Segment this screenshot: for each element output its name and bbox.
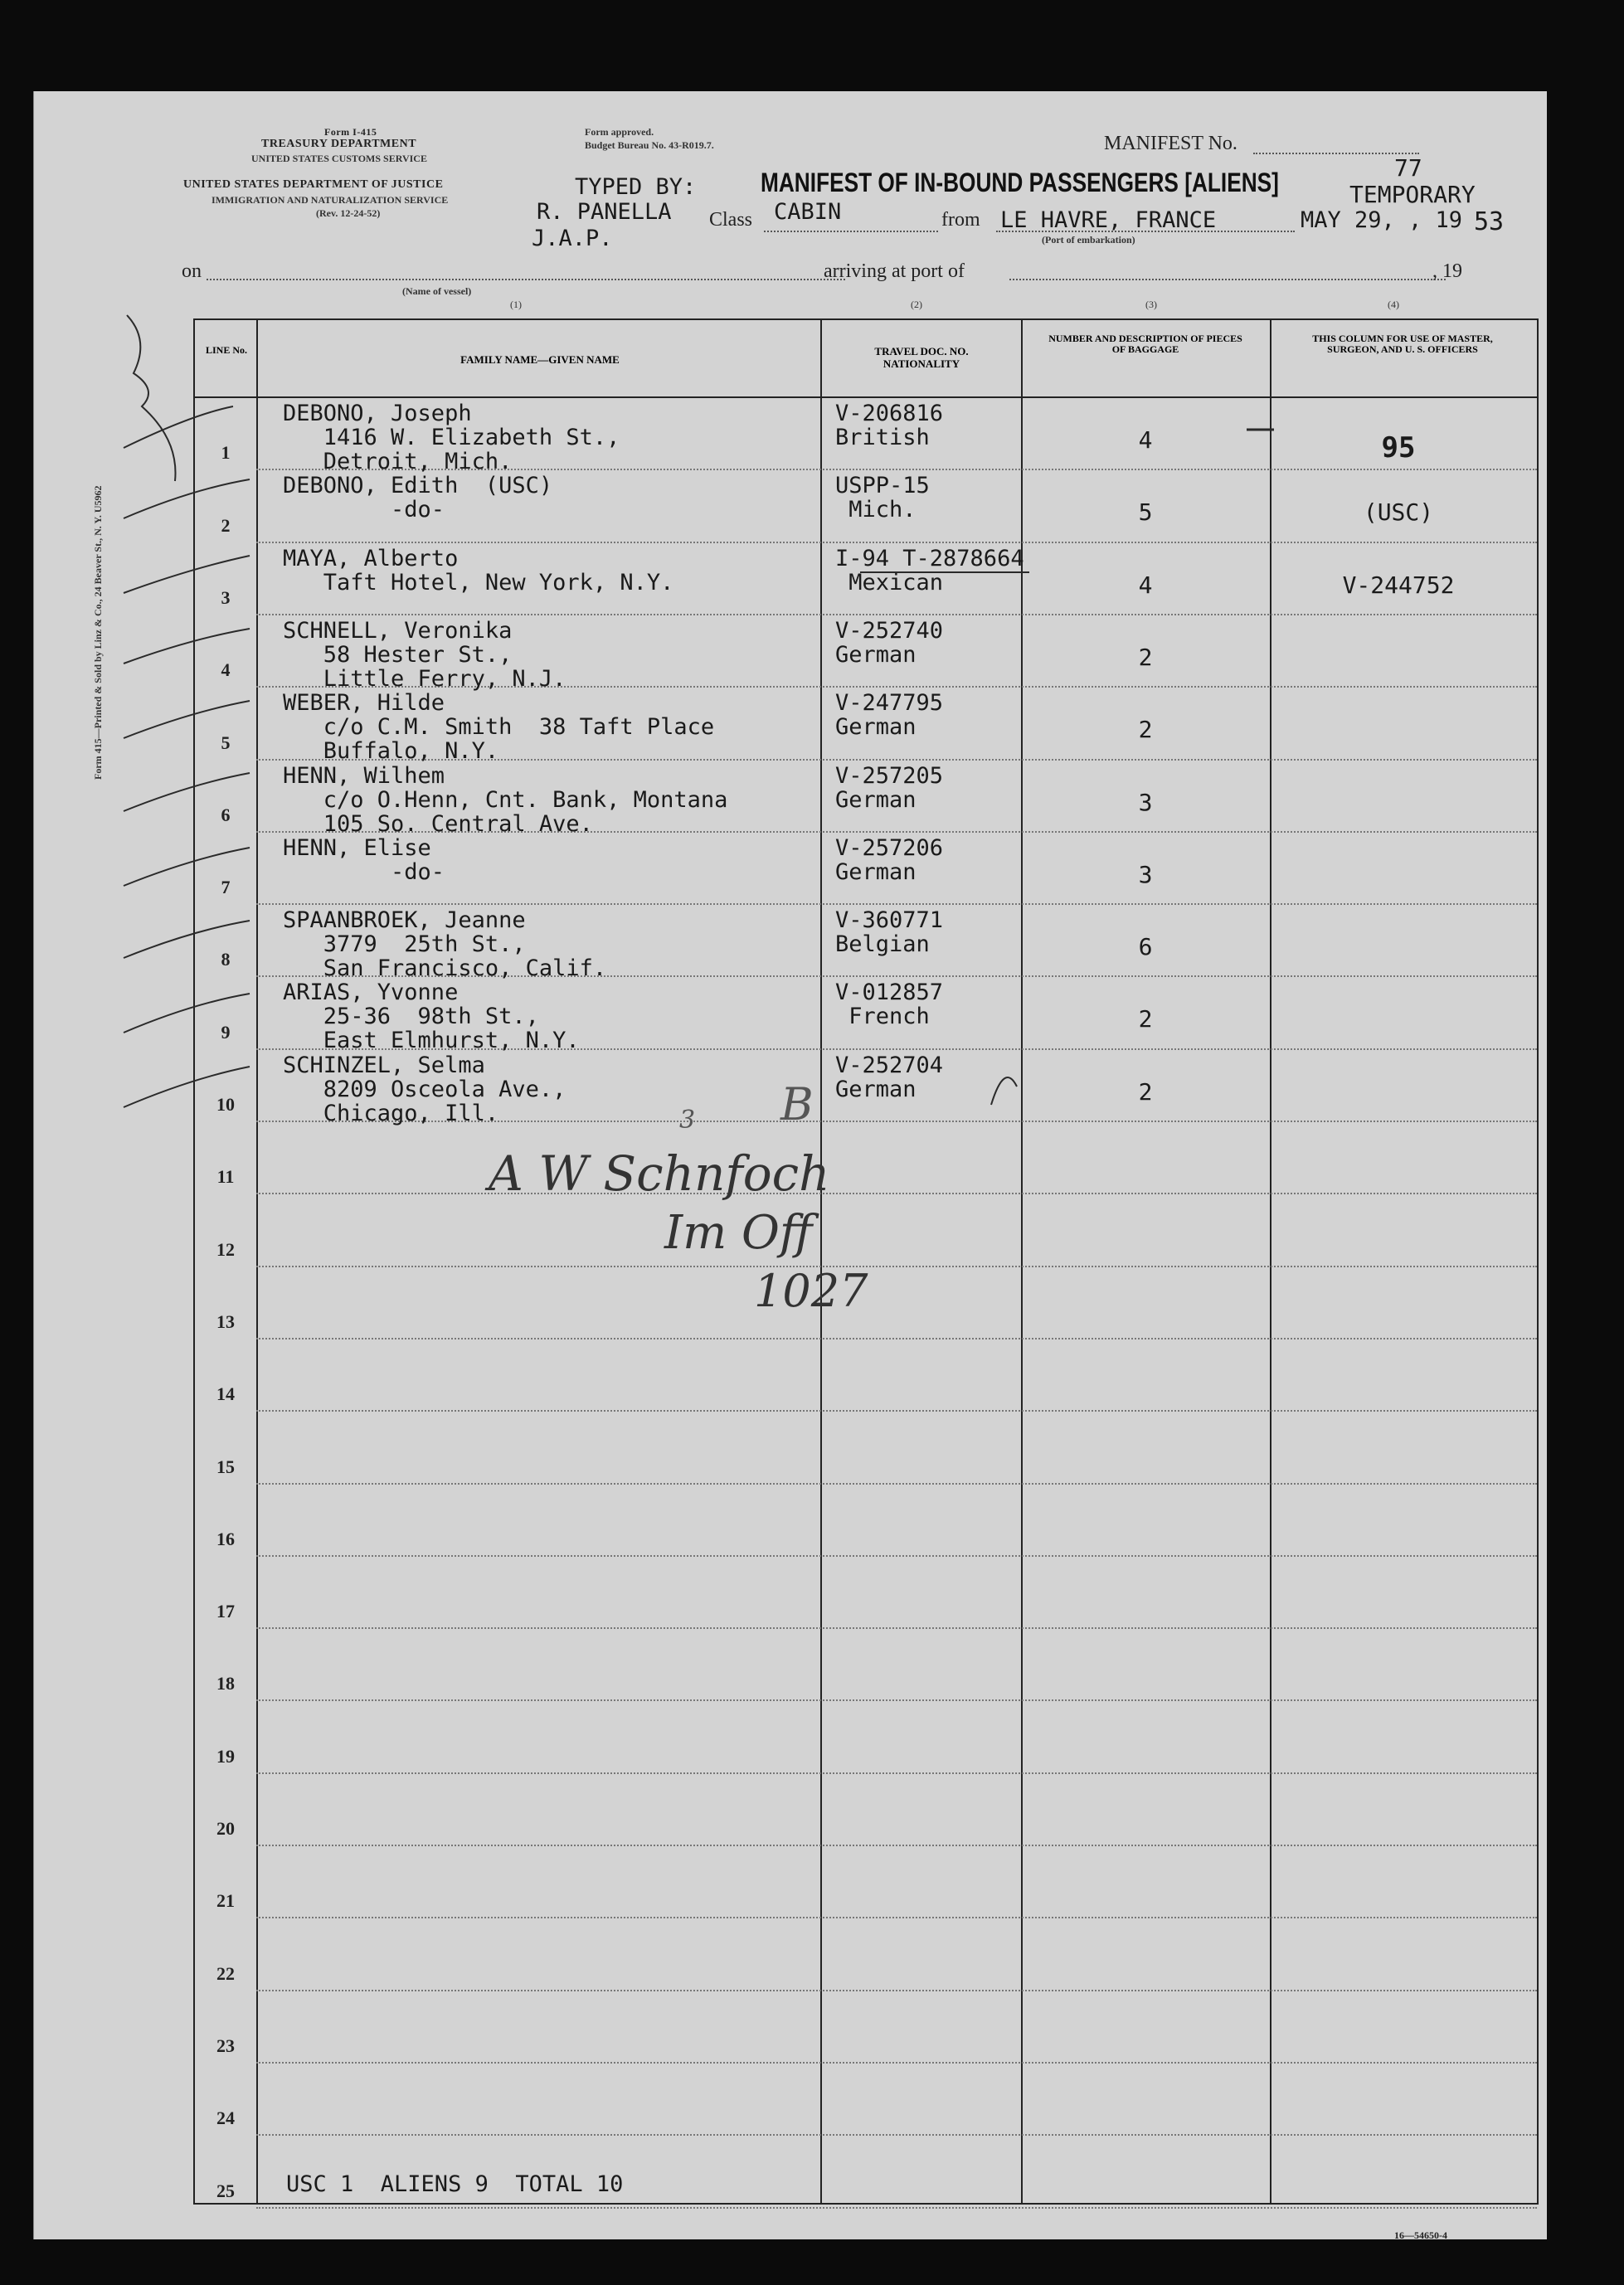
tick-mark <box>124 556 250 593</box>
tick-mark <box>124 629 250 664</box>
footer-code: 16—54650-4 <box>1394 2229 1447 2241</box>
passenger-name-address: WEBER, Hilde c/o C.M. Smith 38 Taft Place Buffalo, N.Y. <box>283 690 715 765</box>
arriving-label: arriving at port of <box>824 260 965 282</box>
line-number: 10 <box>216 1094 235 1115</box>
line-number: 12 <box>216 1238 235 1260</box>
travel-doc-nationality: I-94 T-2878664 Mexican <box>835 545 1024 596</box>
line-number: 22 <box>216 1962 235 1984</box>
travel-doc-nationality: V-206816 British <box>835 401 944 450</box>
header-line-no: LINE No. <box>205 344 247 356</box>
line-number: 9 <box>221 1021 231 1043</box>
tick-mark <box>124 479 250 518</box>
line-number: 8 <box>221 949 231 970</box>
travel-doc-nationality: V-252704 German <box>835 1052 944 1102</box>
baggage-count: 4 <box>1138 426 1153 454</box>
tick-mark <box>124 1067 250 1107</box>
line-number: 5 <box>221 732 231 753</box>
port-of-embarkation: LE HAVRE, FRANCE <box>1000 207 1217 233</box>
line-number: 25 <box>216 2180 235 2201</box>
embark-caption: (Port of embarkation) <box>1042 234 1135 246</box>
travel-doc-nationality: V-252740 German <box>835 617 944 668</box>
line-number: 2 <box>221 514 231 536</box>
margin-scrawl <box>127 315 176 481</box>
typed-by-label: TYPED BY: <box>575 174 697 200</box>
line-number: 24 <box>216 2108 235 2129</box>
travel-doc-nationality: V-012857 French <box>835 980 944 1030</box>
sailing-date: MAY 29, , 19 <box>1301 207 1463 233</box>
passenger-name-address: HENN, Wilhem c/o O.Henn, Cnt. Bank, Montana 105 So. Central Ave. <box>283 762 728 837</box>
col3-number: (3) <box>1145 299 1157 310</box>
handwritten-3: 3 <box>679 1106 696 1135</box>
tick-mark <box>124 848 250 886</box>
form-approved: Form approved. <box>585 126 654 138</box>
line-number: 1 <box>221 442 231 464</box>
manifest-no-label: MANIFEST No. <box>1104 133 1237 154</box>
class-value: CABIN <box>774 199 842 225</box>
line-number: 14 <box>216 1383 235 1405</box>
treasury-dept: TREASURY DEPARTMENT <box>261 138 417 150</box>
temporary-label: TEMPORARY <box>1349 181 1476 208</box>
travel-doc-nationality: V-257206 German <box>835 834 944 885</box>
on-label: on <box>182 260 202 282</box>
baggage-count: 2 <box>1138 716 1153 744</box>
passenger-name-address: SCHNELL, Veronika 58 Hester St., Little Ferry, N.J. <box>283 617 566 692</box>
line-number: 19 <box>216 1745 235 1767</box>
line-number: 23 <box>216 2035 235 2056</box>
revision: (Rev. 12-24-52) <box>316 207 381 219</box>
officer-note: V-244752 <box>1342 571 1455 599</box>
tick-mark <box>124 406 233 448</box>
signature-line-2: Im Off <box>664 1206 813 1260</box>
form-number: Form I-415 <box>324 126 377 138</box>
passenger-name-address: SPAANBROEK, Jeanne 3779 25th St., San Francisco, Calif. <box>283 907 607 982</box>
class-label: Class <box>709 209 753 231</box>
header-baggage: NUMBER AND DESCRIPTION OF PIECES OF BAGGAGE <box>1048 333 1242 355</box>
line-number: 21 <box>216 1890 235 1912</box>
signature-line-1: A W Schnfoch <box>489 1145 830 1202</box>
col2-number: (2) <box>911 299 922 310</box>
baggage-count: 4 <box>1138 571 1153 599</box>
printer-imprint: Form 415—Printed & Sold by Linz & Co., 24 Beaver St., N. Y. U5962 <box>92 485 104 780</box>
line-number: 18 <box>216 1673 235 1694</box>
baggage-count: 3 <box>1138 788 1153 816</box>
handwritten-annotations <box>34 91 1547 2239</box>
typist-initials: J.A.P. <box>532 226 613 251</box>
manifest-sheet <box>33 91 1547 2239</box>
passenger-name-address: DEBONO, Joseph 1416 W. Elizabeth St., Detroit, Mich. <box>283 401 620 474</box>
header-officers: THIS COLUMN FOR USE OF MASTER, SURGEON, AND U. S. OFFICERS <box>1312 333 1493 355</box>
passenger-name-address: HENN, Elise -do- <box>283 834 445 885</box>
vessel-caption: (Name of vessel) <box>402 285 472 297</box>
line-number: 7 <box>221 877 231 898</box>
line-number: 13 <box>216 1310 235 1332</box>
sailing-year: 53 <box>1474 207 1505 236</box>
baggage-count: 6 <box>1138 933 1153 961</box>
signature-line-3: 1027 <box>754 1265 868 1317</box>
travel-doc-nationality: USPP-15 Mich. <box>835 473 930 523</box>
tick-mark <box>124 921 250 958</box>
baggage-count: 2 <box>1138 643 1153 671</box>
ins-service: IMMIGRATION AND NATURALIZATION SERVICE <box>212 194 449 206</box>
col1-number: (1) <box>510 299 522 310</box>
manifest-no-value: 77 <box>1394 154 1422 182</box>
line-number: 15 <box>216 1456 235 1477</box>
tick-mark <box>124 701 250 738</box>
handwritten-b: B <box>780 1078 814 1130</box>
line-number: 3 <box>221 586 231 608</box>
line-number: 4 <box>221 659 231 681</box>
pen-mark <box>991 1077 1017 1105</box>
tick-mark <box>124 773 250 811</box>
from-label: from <box>941 209 980 231</box>
line-number: 11 <box>216 1166 235 1188</box>
line-number: 6 <box>221 804 231 825</box>
passenger-name-address: USC 1 ALIENS 9 TOTAL 10 <box>286 2171 624 2198</box>
header-name: FAMILY NAME—GIVEN NAME <box>460 353 620 366</box>
officer-note: 95 <box>1381 431 1416 464</box>
baggage-count: 2 <box>1138 1005 1153 1033</box>
typist-name: R. PANELLA <box>537 199 672 225</box>
passenger-name-address: ARIAS, Yvonne 25-36 98th St., East Elmhurst, N.Y. <box>283 980 580 1054</box>
customs-service: UNITED STATES CUSTOMS SERVICE <box>251 153 427 164</box>
handwritten-signature <box>484 1078 868 1317</box>
travel-doc-nationality: V-257205 German <box>835 762 944 813</box>
passenger-name-address: SCHINZEL, Selma 8209 Osceola Ave., Chicago, Ill. <box>283 1052 566 1126</box>
tick-marks <box>124 315 1274 1107</box>
baggage-count: 5 <box>1138 498 1153 527</box>
tick-mark <box>124 994 250 1033</box>
baggage-count: 3 <box>1138 860 1153 888</box>
line-number: 16 <box>216 1528 235 1549</box>
budget-bureau: Budget Bureau No. 43-R019.7. <box>585 139 714 151</box>
line-number: 17 <box>216 1601 235 1622</box>
line-number: 20 <box>216 1818 235 1839</box>
travel-doc-nationality: V-360771 Belgian <box>835 907 944 958</box>
officer-note: (USC) <box>1363 498 1434 527</box>
baggage-count: 2 <box>1138 1077 1153 1106</box>
passenger-name-address: DEBONO, Edith (USC) -do- <box>283 473 553 523</box>
header-doc: TRAVEL DOC. NO. NATIONALITY <box>874 345 969 370</box>
manifest-title: MANIFEST OF IN-BOUND PASSENGERS [ALIENS] <box>761 168 1279 197</box>
arrival-year-label: , 19 <box>1432 260 1462 282</box>
travel-doc-nationality: V-247795 German <box>835 690 944 741</box>
passenger-name-address: MAYA, Alberto Taft Hotel, New York, N.Y. <box>283 545 674 596</box>
col4-number: (4) <box>1388 299 1399 310</box>
justice-dept: UNITED STATES DEPARTMENT OF JUSTICE <box>183 178 444 191</box>
